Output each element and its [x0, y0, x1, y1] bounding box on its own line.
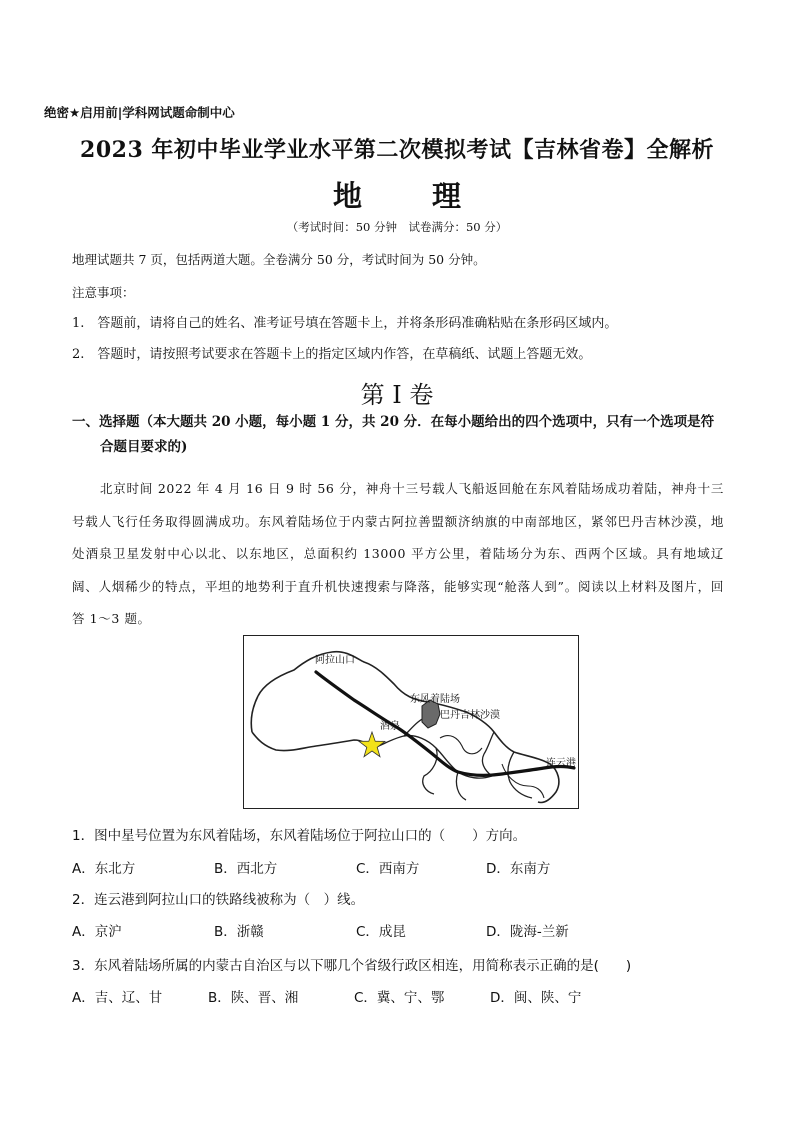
- section-heading: [72, 410, 732, 460]
- q1-option-c[interactable]: C．西南方: [356, 861, 420, 877]
- notice-heading: 注意事项：: [72, 285, 135, 300]
- railway-line: [316, 672, 574, 775]
- label-lianyungang: 连云港: [546, 758, 576, 769]
- question-3-stem: 3．东风着陆场所属的内蒙古自治区与以下哪几个省级行政区相连，用简称表示正确的是( ): [72, 958, 632, 974]
- question-2-stem: 2．连云港到阿拉山口的铁路线被称为（ ）线。: [72, 892, 365, 908]
- question-2-options: [72, 920, 569, 940]
- star-marker: [359, 732, 385, 757]
- exam-time-info: （考试时间：50 分钟 试卷满分：50 分）: [286, 220, 508, 234]
- river-lines: [440, 736, 544, 798]
- volume-title: 第 I 卷: [360, 381, 434, 409]
- q1-option-d[interactable]: D．东南方: [486, 861, 551, 877]
- notice-item-2: 2. 答题时，请按照考试要求在答题卡上的指定区域内作答，在草稿纸、试题上答题无效。: [72, 347, 592, 362]
- section-heading-line2: 合题目要求的): [100, 439, 188, 455]
- question-1-options: [72, 857, 550, 877]
- q2-option-c[interactable]: C．成昆: [356, 924, 406, 940]
- region-outline-south: [251, 696, 374, 751]
- label-jiuquan: 酒泉: [380, 721, 400, 732]
- q3-option-a[interactable]: A．吉、辽、甘: [72, 990, 163, 1006]
- q2-option-a[interactable]: A．京沪: [72, 924, 122, 940]
- map-svg: [244, 636, 578, 808]
- q3-option-d[interactable]: D．闽、陕、宁: [490, 990, 582, 1006]
- question-3-options: [72, 986, 581, 1006]
- confidential-label: 绝密★启用前|学科网试题命制中心: [44, 105, 235, 120]
- q1-option-a[interactable]: A．东北方: [72, 861, 136, 877]
- notice-item-1: 1. 答题前，请将自己的姓名、准考证号填在答题卡上，并将条形码准确粘贴在条形码区域内。: [72, 316, 618, 331]
- q2-option-b[interactable]: B．浙赣: [214, 924, 264, 940]
- railway-map: [243, 635, 579, 809]
- province-borders: [404, 716, 532, 800]
- reading-material: 北京时间 2022 年 4 月 16 日 9 时 56 分，神舟十三号载人飞船返回舱在东风着陆场成功着陆，神舟十三号载人飞行任务取得圆满成功。东风着陆场位于内蒙古阿拉善盟额济纳旗的中南部地区，紧邻巴丹吉林沙漠，地处酒泉卫星发射中心以北、以东地区，总面积约 13000 平方公里，着陆场分为东、西两个区域。具有地域辽阔、人烟稀少的特点，平坦的地势利于直升机快速搜索与降落，能够实现“舱落人到”。阅读以上材料及图片，回答 1～3 题。: [72, 481, 724, 626]
- region-outline: [258, 652, 559, 803]
- subject-title: 地 理: [332, 179, 492, 213]
- q3-option-b[interactable]: B．陕、晋、湘: [208, 990, 299, 1006]
- label-badanjilin: 巴丹吉林沙漠: [440, 710, 500, 721]
- q2-option-d[interactable]: D．陇海-兰新: [486, 924, 569, 940]
- question-1-stem: 1．图中星号位置为东风着陆场，东风着陆场位于阿拉山口的（ ）方向。: [72, 828, 527, 844]
- q1-option-b[interactable]: B．西北方: [214, 861, 278, 877]
- label-alashankou: 阿拉山口: [315, 655, 355, 666]
- q3-option-c[interactable]: C．冀、宁、鄂: [354, 990, 445, 1006]
- exam-intro: 地理试题共 7 页，包括两道大题。全卷满分 50 分，考试时间为 50 分钟。: [72, 252, 486, 267]
- section-heading-line1: 一、选择题（本大题共 20 小题，每小题 1 分，共 20 分．在每小题给出的四个选项中，只有一个选项是符: [72, 414, 715, 430]
- exam-title: 2023 年初中毕业学业水平第二次模拟考试【吉林省卷】全解析: [80, 137, 714, 163]
- label-dongfeng: 东风着陆场: [410, 694, 460, 705]
